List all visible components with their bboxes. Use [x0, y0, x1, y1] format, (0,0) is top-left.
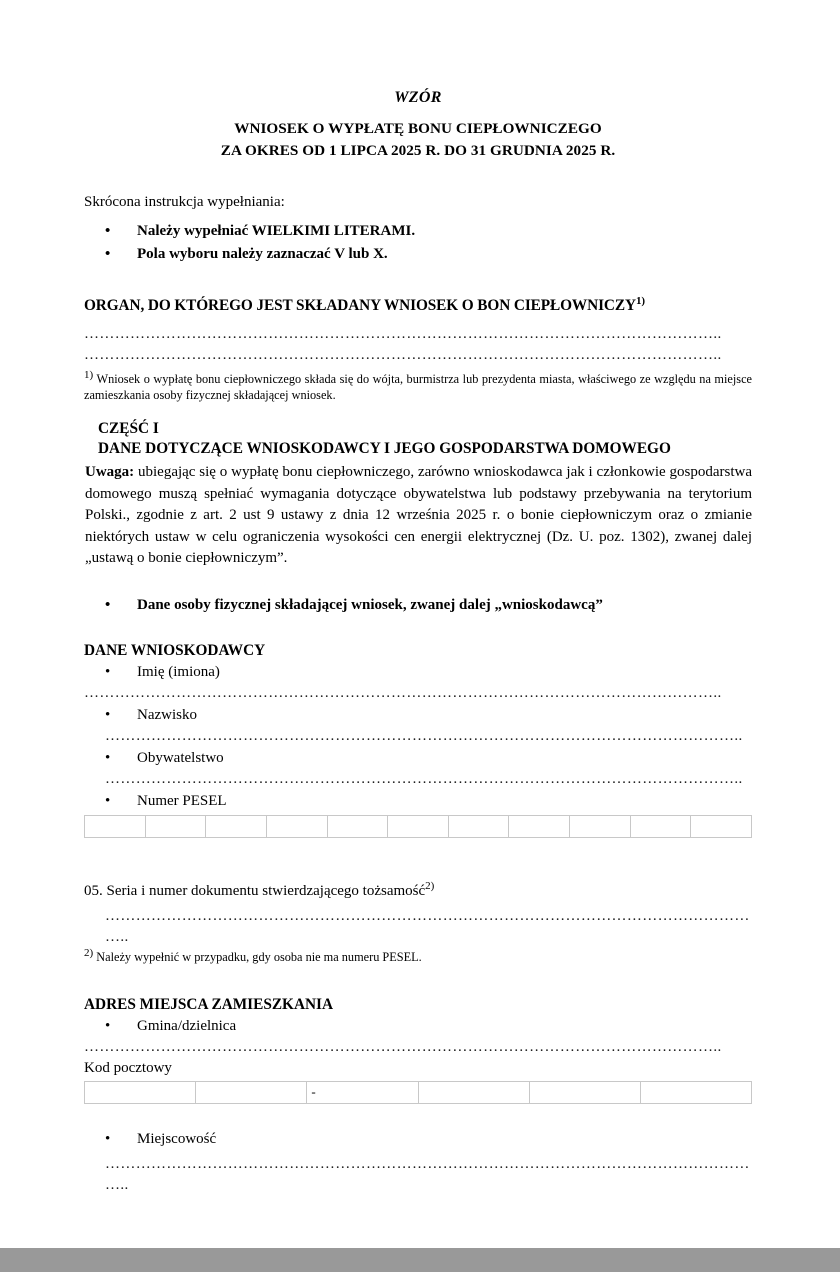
instruction-item-2: [84, 243, 752, 266]
pesel-cell[interactable]: [388, 816, 449, 837]
organ-footnote-text: Wniosek o wypłatę bonu ciepłowniczego składa się do wójta, burmistrza lub prezydenta miasta, właściwego ze względu na miejsce zamieszkania osoby fizycznej składającej wniosek.: [84, 372, 752, 402]
identity-document-input[interactable]: ………………………………………………………………………………………………………………: [105, 907, 750, 924]
organ-footnote: [84, 368, 752, 403]
postal-code-cell[interactable]: [85, 1082, 196, 1103]
postal-code-cell-separator[interactable]: -: [307, 1082, 418, 1103]
field-pesel-label: Numer PESEL: [137, 792, 227, 809]
pesel-cell[interactable]: [85, 816, 146, 837]
applicant-person-bullet: [84, 594, 752, 617]
pesel-grid[interactable]: [84, 815, 752, 838]
identity-document-input-overflow[interactable]: …..: [105, 928, 129, 945]
identity-document-superscript: 2): [425, 879, 435, 892]
footnote-marker-2: 2): [84, 946, 94, 959]
pesel-cell[interactable]: [449, 816, 510, 837]
postal-code-cell[interactable]: [196, 1082, 307, 1103]
field-miejscowosc-input-overflow[interactable]: …..: [105, 1177, 129, 1193]
field-obywatelstwo: [84, 747, 752, 769]
part-one-label: CZĘŚĆ I: [98, 420, 159, 437]
instructions-heading: Skrócona instrukcja wypełniania:: [84, 194, 285, 210]
field-obywatelstwo-input[interactable]: ……………………………………………………………………………………………………………..: [105, 770, 743, 787]
bullet-icon: •: [105, 1131, 111, 1147]
field-gmina-label: Gmina/dzielnica: [137, 1018, 237, 1034]
applicant-person-label: Dane osoby fizycznej składającej wniosek, zwanej dalej „wnioskodawcą”: [137, 596, 603, 613]
bullet-icon: •: [105, 663, 111, 680]
organ-fill-line-1[interactable]: ……………………………………………………………………………………………………………..: [84, 326, 722, 342]
pesel-cell[interactable]: [267, 816, 328, 837]
pesel-cell[interactable]: [570, 816, 631, 837]
pesel-cell[interactable]: [146, 816, 207, 837]
applicant-data-heading: DANE WNIOSKODAWCY: [84, 641, 266, 659]
organ-section-heading: [84, 266, 752, 316]
pesel-cell[interactable]: [631, 816, 692, 837]
field-kod-label: Kod pocztowy: [84, 1060, 172, 1076]
organ-heading-superscript: 1): [635, 294, 645, 307]
organ-fill-line-2[interactable]: ……………………………………………………………………………………………………………..: [84, 347, 722, 363]
field-imie-label: Imię (imiona): [137, 663, 220, 680]
bullet-icon: •: [105, 246, 111, 262]
postal-code-cell[interactable]: [530, 1082, 641, 1103]
identity-document-footnote-text: Należy wypełnić w przypadku, gdy osoba nie ma numeru PESEL.: [96, 949, 422, 964]
bullet-icon: •: [105, 749, 111, 766]
field-obywatelstwo-label: Obywatelstwo: [137, 749, 224, 766]
postal-code-grid[interactable]: [84, 1081, 752, 1104]
identity-document-label: Seria i numer dokumentu stwierdzającego tożsamość: [106, 882, 426, 899]
field-nazwisko: [84, 704, 752, 726]
bullet-icon: •: [105, 223, 111, 239]
field-gmina-input[interactable]: ……………………………………………………………………………………………………………..: [84, 1039, 722, 1055]
document-wzor-label: WZÓR: [394, 89, 442, 106]
document-title-line-2: ZA OKRES OD 1 LIPCA 2025 R. DO 31 GRUDNIA 2025 R.: [220, 142, 616, 159]
field-miejscowosc-input[interactable]: ………………………………………………………………………………………………………………: [105, 1156, 750, 1172]
bullet-icon: •: [105, 792, 111, 809]
identity-document-footnote: [84, 946, 752, 966]
pesel-cell[interactable]: [206, 816, 267, 837]
document-content: [84, 88, 752, 1196]
field-imie-input[interactable]: ……………………………………………………………………………………………………………..: [84, 684, 722, 701]
field-imie: [84, 661, 752, 683]
field-miejscowosc: [84, 1128, 752, 1150]
field-miejscowosc-label: Miejscowość: [137, 1131, 217, 1147]
pesel-cell[interactable]: [328, 816, 389, 837]
field-pesel: [84, 790, 752, 812]
identity-document-line: [84, 881, 752, 902]
bottom-gray-bar: [0, 1248, 840, 1272]
instruction-item-2-label: Pola wyboru należy zaznaczać V lub X.: [137, 246, 388, 262]
note-text: ubiegając się o wypłatę bonu ciepłowniczego, zarówno wnioskodawca jak i członkowie gospodarstwa domowego muszą spełniać wymagania dotyczące obywatelstwa lub podstawy przebywania na terytorium Polski., zgodnie z art. 2 ust 9 ustawy z dnia 12 września 2025 r. o bonie ciepłowniczym oraz o zmianie niektórych ustaw w celu ograniczenia wysokości cen energii elektrycznej (Dz. U. poz. 1302), zwanej dalej „ustawą o bonie ciepłowniczym”.: [85, 464, 752, 566]
field-nazwisko-label: Nazwisko: [137, 706, 197, 723]
postal-code-cell[interactable]: [419, 1082, 530, 1103]
bullet-icon: •: [105, 706, 111, 723]
organ-heading-text: ORGAN, DO KTÓREGO JEST SKŁADANY WNIOSEK O BON CIEPŁOWNICZY: [84, 297, 636, 314]
pesel-cell[interactable]: [509, 816, 570, 837]
bullet-icon: •: [105, 1018, 111, 1034]
field-gmina: [84, 1015, 752, 1037]
pesel-cell[interactable]: [691, 816, 752, 837]
address-section-heading: ADRES MIEJSCA ZAMIESZKANIA: [84, 996, 334, 1013]
footnote-marker-1: 1): [84, 368, 94, 381]
postal-code-cell[interactable]: [641, 1082, 752, 1103]
instruction-item-1: [84, 220, 752, 243]
field-nazwisko-input[interactable]: ……………………………………………………………………………………………………………..: [105, 727, 743, 744]
document-title-line-1: WNIOSEK O WYPŁATĘ BONU CIEPŁOWNICZEGO: [234, 120, 602, 137]
bullet-icon: •: [105, 596, 111, 613]
note-label: Uwaga:: [85, 464, 135, 480]
part-one-note: [84, 462, 752, 570]
identity-document-number: 05.: [84, 882, 103, 899]
instruction-item-1-label: Należy wypełniać WIELKIMI LITERAMI.: [137, 223, 416, 239]
part-one-title: DANE DOTYCZĄCE WNIOSKODAWCY I JEGO GOSPODARSTWA DOMOWEGO: [98, 440, 671, 457]
